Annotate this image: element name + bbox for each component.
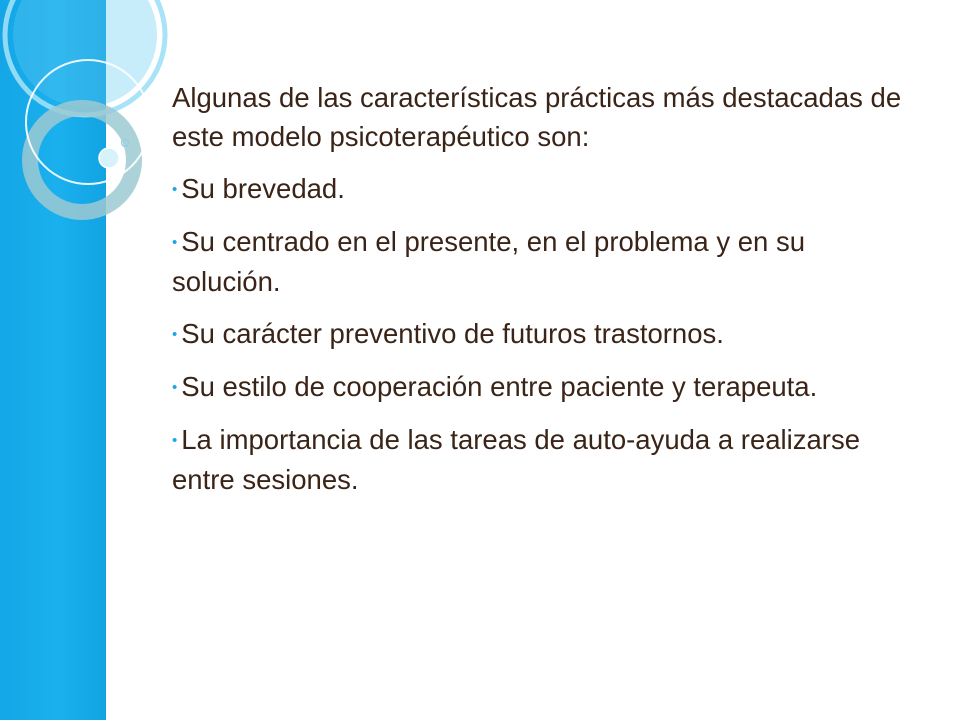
bullet-item — [172, 222, 902, 301]
bullet-icon: • — [172, 379, 178, 396]
side-accent-band — [0, 0, 106, 720]
bullet-text: Su centrado en el presente, en el problema y en su solución. — [172, 226, 805, 297]
bullet-icon: • — [172, 432, 178, 449]
bullet-text: Su brevedad. — [181, 173, 345, 204]
bullet-icon: • — [172, 326, 178, 343]
bullet-icon: • — [172, 234, 178, 251]
bullet-item — [172, 169, 902, 209]
tiny-bubble — [122, 140, 129, 147]
bullet-text: Su estilo de cooperación entre paciente y terapeuta. — [181, 371, 818, 402]
bullet-text: La importancia de las tareas de auto-ayuda a realizarse entre sesiones. — [172, 424, 860, 495]
bullet-item — [172, 367, 902, 407]
bullet-list — [172, 169, 902, 499]
bullet-text: Su carácter preventivo de futuros trastornos. — [181, 318, 724, 349]
bullet-icon: • — [172, 181, 178, 198]
bullet-item — [172, 314, 902, 354]
intro-paragraph: Algunas de las características prácticas más destacadas de este modelo psicoterapéutico son: — [172, 82, 902, 152]
bullet-item — [172, 420, 902, 499]
slide-content — [172, 78, 902, 512]
